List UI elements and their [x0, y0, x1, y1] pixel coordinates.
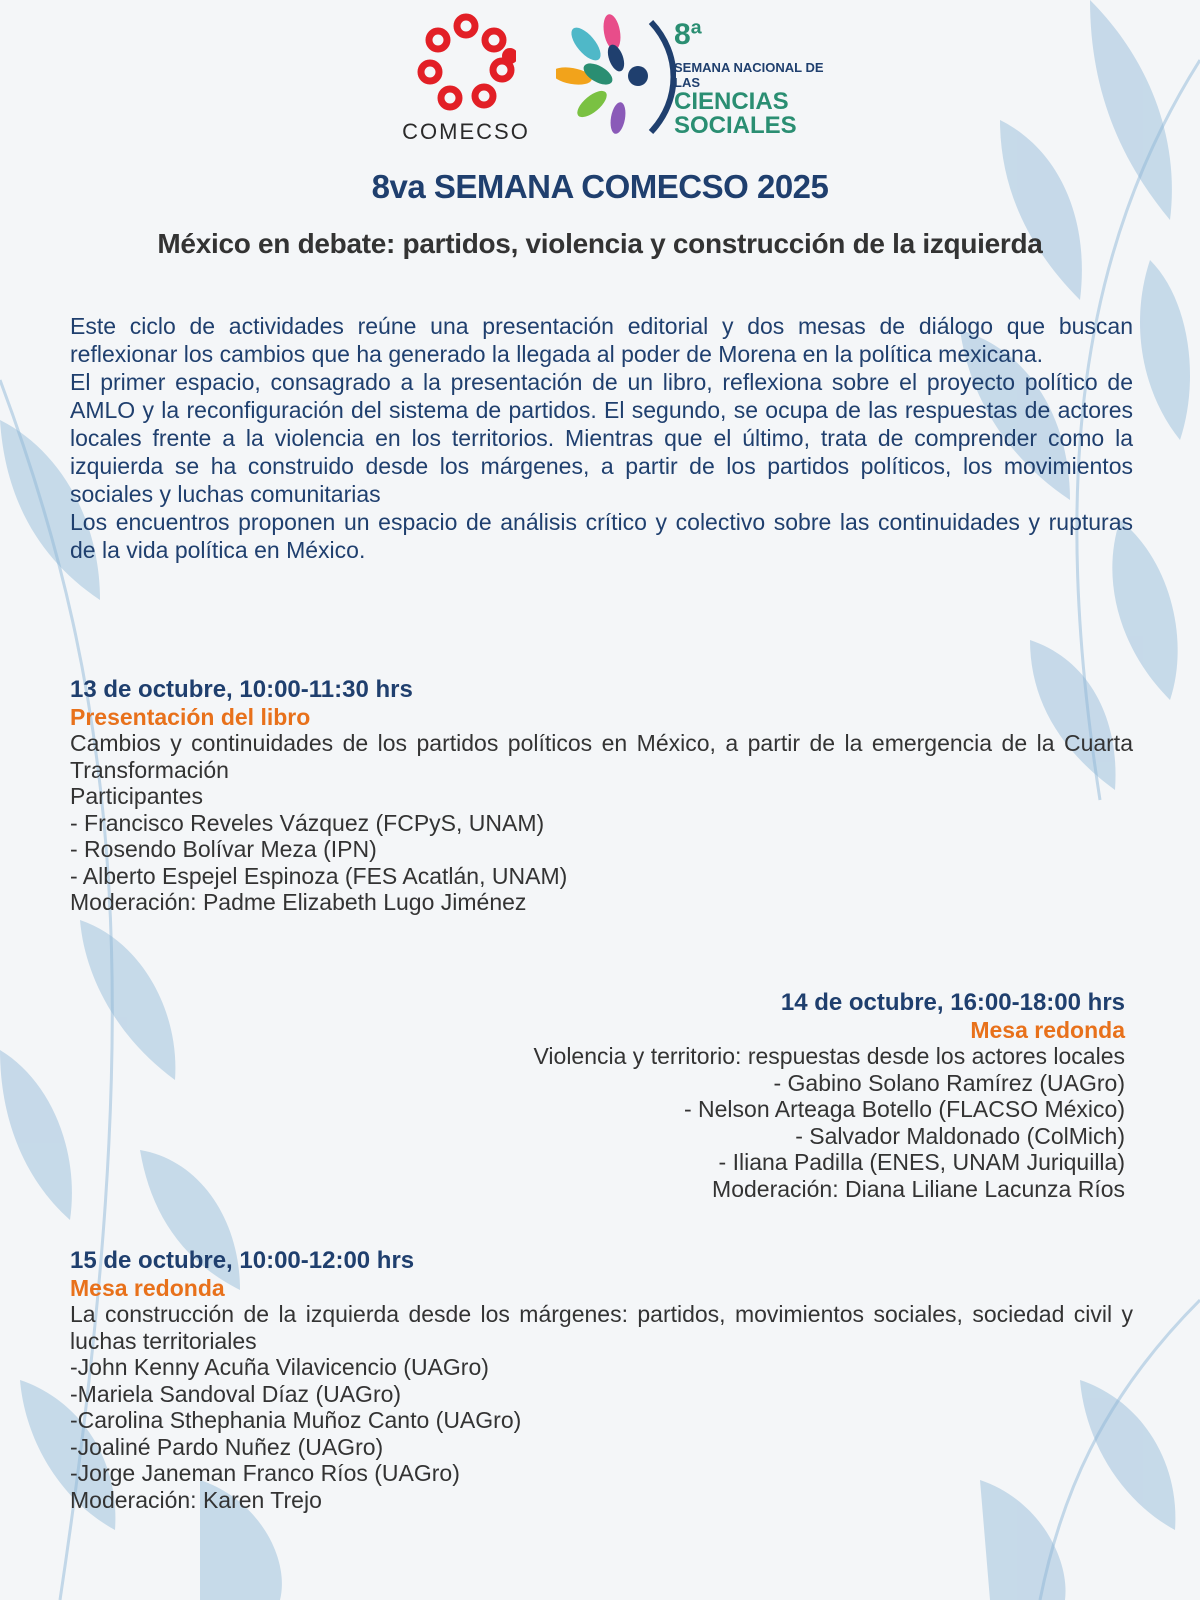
event-title: La construcción de la izquierda desde los márgenes: partidos, movimientos sociales, sociedad civil y luchas territoriales — [70, 1301, 1133, 1354]
participant: -John Kenny Acuña Vilavicencio (UAGro) — [70, 1354, 489, 1380]
intro-paragraph-2: El primer espacio, consagrado a la presentación de un libro, reflexiona sobre el proyecto político de AMLO y la reconfiguración del sistema de partidos. El segundo, se ocupa de las respuestas de actores locales frente a la violencia en los territorios. Mientras que el último, trata de comprender como la izquierda se ha construido desde los márgenes, a partir de los partidos políticos, los movimientos sociales y luchas comunitarias — [70, 369, 1133, 507]
participant: - Rosendo Bolívar Meza (IPN) — [70, 836, 377, 862]
participant: - Nelson Arteaga Botello (FLACSO México) — [683, 1096, 1125, 1122]
event-date: 14 de octubre, 16:00-18:00 hrs — [780, 989, 1125, 1016]
moderation: Moderación: Diana Liliane Lacunza Ríos — [712, 1175, 1125, 1202]
participant: -Joaliné Pardo Nuñez (UAGro) — [70, 1433, 384, 1460]
page-title: 8va SEMANA COMECSO 2025 — [371, 168, 829, 205]
semana-line1: SEMANA NACIONAL DE LAS — [674, 60, 824, 90]
participant: - Gabino Solano Ramírez (UAGro) — [773, 1069, 1125, 1096]
event-3 — [70, 1248, 1133, 1513]
event-kind: Mesa redonda — [970, 1016, 1125, 1043]
participants-label: Participantes — [70, 783, 203, 809]
participant: - Iliana Padilla (ENES, UNAM Juriquilla) — [718, 1149, 1125, 1175]
event-date: 15 de octubre, 10:00-12:00 hrs — [70, 1247, 415, 1274]
event-date: 13 de octubre, 10:00-11:30 hrs — [70, 676, 413, 703]
intro-paragraph-3: Los encuentros proponen un espacio de análisis crítico y colectivo sobre las continuidades y rupturas de la vida política en México. — [70, 509, 1133, 563]
intro-text — [70, 312, 1133, 564]
semana-logo — [556, 14, 824, 139]
participant: - Alberto Espejel Espinoza (FES Acatlán, UNAM) — [70, 862, 568, 889]
comecso-logo — [386, 12, 546, 145]
event-title: Violencia y territorio: respuestas desde los actores locales — [533, 1043, 1125, 1069]
participant: -Carolina Sthephania Muñoz Canto (UAGro) — [70, 1407, 522, 1433]
participant: -Jorge Janeman Franco Ríos (UAGro) — [70, 1460, 460, 1486]
event-kind: Presentación del libro — [70, 703, 311, 730]
moderation: Moderación: Padme Elizabeth Lugo Jiménez — [70, 889, 527, 915]
page-subtitle: México en debate: partidos, violencia y construcción de la izquierda — [157, 228, 1043, 259]
event-2 — [325, 990, 1125, 1202]
semana-flower-icon — [556, 14, 676, 138]
participant: - Francisco Reveles Vázquez (FCPyS, UNAM) — [70, 809, 545, 836]
event-1 — [70, 677, 1133, 916]
participant: -Mariela Sandoval Díaz (UAGro) — [70, 1380, 402, 1407]
comecso-wordmark: COMECSO — [402, 119, 530, 144]
event-kind: Mesa redonda — [70, 1274, 225, 1301]
semana-number: 8ª — [674, 18, 702, 51]
event-title: Cambios y continuidades de los partidos políticos en México, a partir de la emergencia de la Cuarta Transformación — [70, 730, 1133, 783]
comecso-emblem-icon — [416, 12, 516, 112]
intro-paragraph-1: Este ciclo de actividades reúne una presentación editorial y dos mesas de diálogo que buscan reflexionar los cambios que ha generado la llegada al poder de Morena en la política mexicana. — [70, 313, 1133, 367]
participant: - Salvador Maldonado (ColMich) — [795, 1122, 1125, 1149]
semana-line2: CIENCIAS SOCIALES — [674, 88, 797, 139]
moderation: Moderación: Karen Trejo — [70, 1486, 322, 1513]
